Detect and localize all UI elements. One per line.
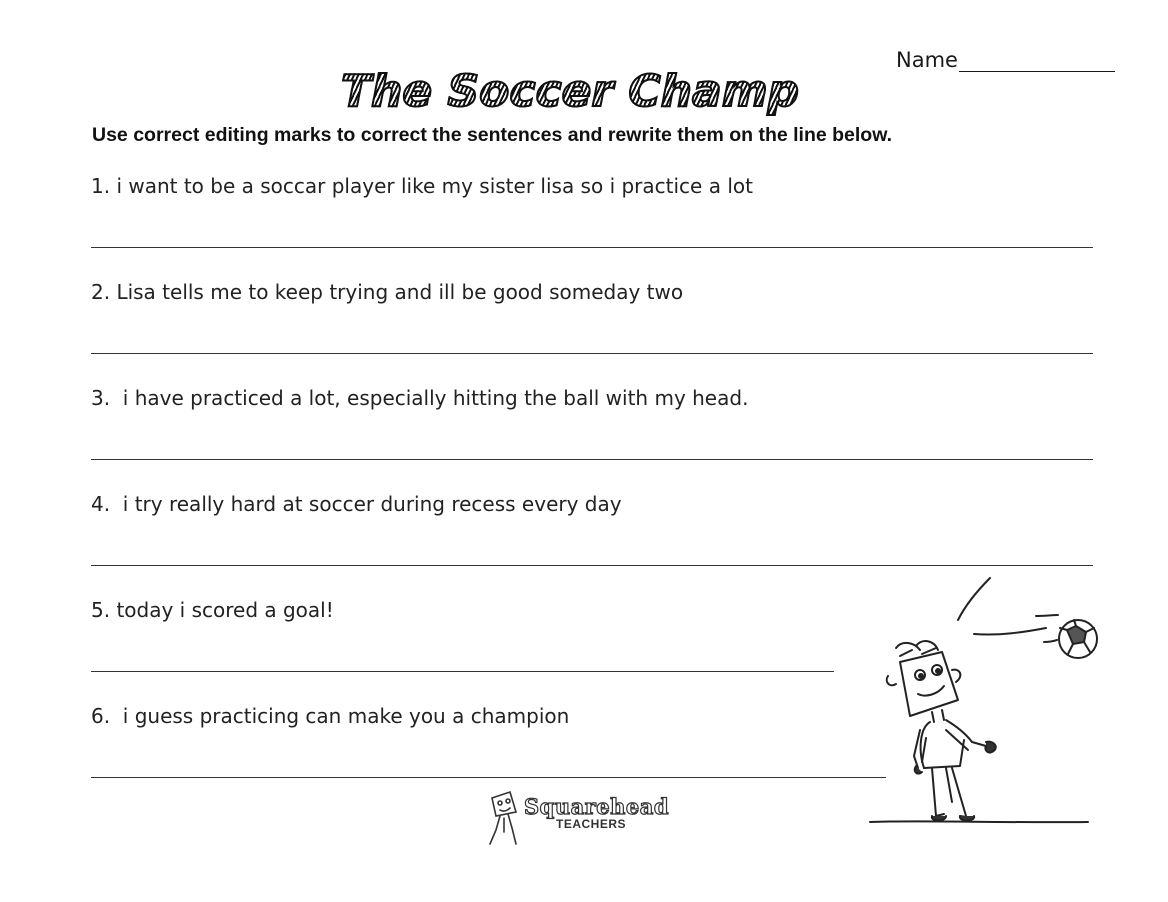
answer-line-4[interactable]: [91, 565, 1093, 566]
logo-wordmark: Squarehead: [524, 794, 670, 819]
sentence-6: 6. i guess practicing can make you a champion: [91, 704, 570, 728]
motion-line-icon: [958, 578, 990, 620]
sentence-2: 2. Lisa tells me to keep trying and ill be good someday two: [91, 280, 684, 304]
answer-line-1[interactable]: [91, 247, 1093, 248]
squarehead-teachers-logo: [486, 788, 676, 848]
sentence-4: 4. i try really hard at soccer during recess every day: [91, 492, 622, 516]
answer-line-2[interactable]: [91, 353, 1093, 354]
sentence-3: 3. i have practiced a lot, especially hitting the ball with my head.: [91, 386, 749, 410]
worksheet-title: [0, 66, 1140, 117]
logo-subtext: TEACHERS: [556, 817, 627, 831]
squarehead-mascot-icon: [486, 788, 526, 848]
answer-line-3[interactable]: [91, 459, 1093, 460]
name-label: Name: [896, 48, 958, 72]
instructions: Use correct editing marks to correct the sentences and rewrite them on the line below.: [92, 124, 893, 146]
soccer-player-drawing: [860, 570, 1100, 835]
title-text: The Soccer Champ: [335, 66, 805, 117]
answer-line-5[interactable]: [91, 671, 834, 672]
sentence-1: 1. i want to be a soccar player like my sister lisa so i practice a lot: [91, 174, 753, 198]
sentence-5: 5. today i scored a goal!: [91, 598, 334, 622]
answer-line-6[interactable]: [91, 777, 886, 778]
